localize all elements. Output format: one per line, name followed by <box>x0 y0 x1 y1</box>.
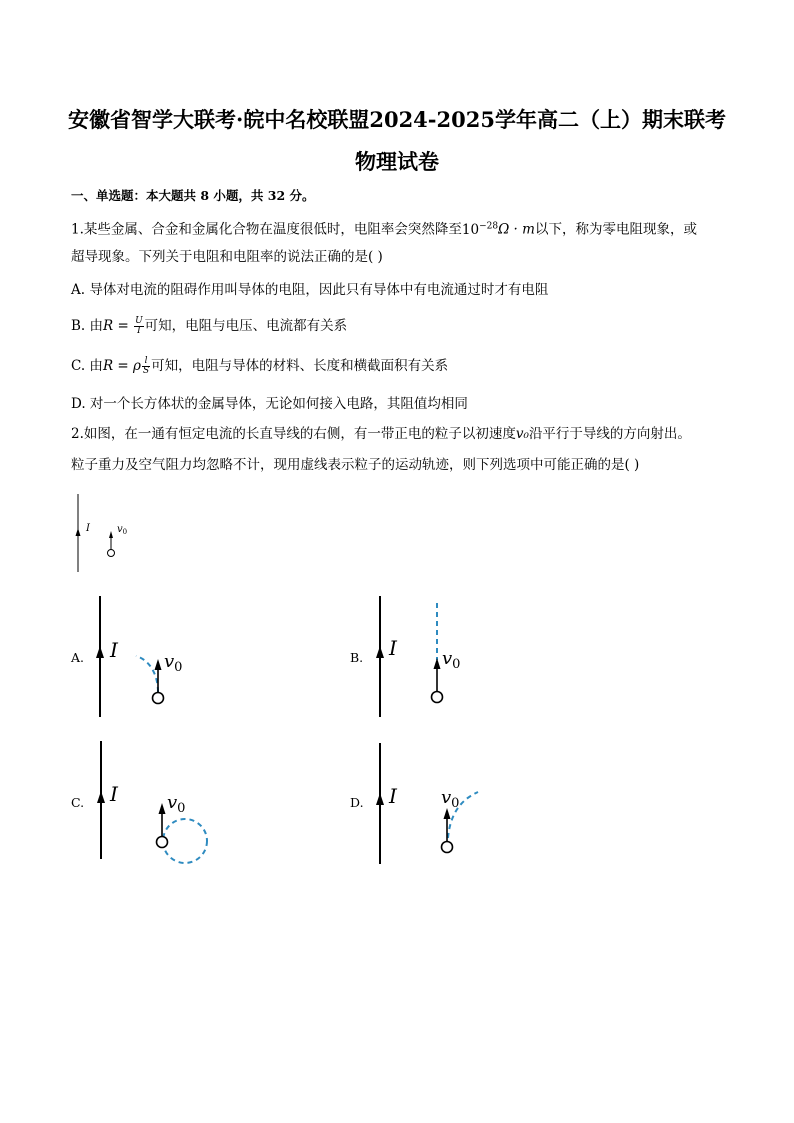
q1-power-exp: −28 <box>479 221 499 231</box>
q2-main-figure <box>76 494 128 572</box>
q2-stem-text-b: 沿平行于导线的方向射出。 <box>528 426 691 442</box>
q2-stem-line-2: 粒子重力及空气阻力均忽略不计，现用虚线表示粒子的运动轨迹，则下列选项中可能正确的是( ) <box>71 457 640 473</box>
current-arrow <box>96 646 104 658</box>
current-arrow <box>76 528 81 536</box>
current-label: I <box>110 782 118 806</box>
particle <box>442 842 453 853</box>
particle <box>108 550 115 557</box>
fraction-denominator: I <box>137 326 141 336</box>
q1-stem-text-b: 以下，称为零电阻现象，或 <box>534 221 697 238</box>
q2-option-a-label: A. <box>71 650 85 665</box>
velocity-label: $v_0$ <box>167 792 186 816</box>
current-arrow <box>97 791 105 803</box>
q1-option-b-prefix: B. 由 <box>71 318 104 334</box>
current-label: I <box>110 638 118 662</box>
q2-option-c-figure <box>97 741 207 863</box>
q1-option-b-text: 可知，电阻与电压、电流都有关系 <box>144 318 348 334</box>
trajectory <box>163 819 207 863</box>
q2-option-d-label: D. <box>350 795 364 810</box>
q2-option-b-label: B. <box>350 650 364 665</box>
velocity-arrowhead <box>159 803 166 814</box>
velocity-arrowhead <box>155 659 162 670</box>
q2-option-d-figure <box>376 743 478 864</box>
q1-option-a: A. 导体对电流的阻碍作用叫导体的电阻，因此只有导体中有电流通过时才有电阻 <box>71 282 549 298</box>
fraction-numerator: l <box>142 357 150 367</box>
title-line-2: 物理试卷 <box>355 149 439 174</box>
velocity-label: $v_0$ <box>441 787 460 811</box>
q2-option-a-figure <box>96 596 182 717</box>
current-label: I <box>389 784 397 808</box>
q2-stem-text-a: 2.如图，在一通有恒定电流的长直导线的右侧，有一带正电的粒子以初速度 <box>71 426 516 442</box>
q2-option-c-label: C. <box>71 795 85 810</box>
velocity-arrowhead <box>444 808 451 819</box>
current-arrow <box>376 646 384 658</box>
title-line-1: 安徽省智学大联考·皖中名校联盟2024-2025学年高二（上）期末联考 <box>68 107 726 132</box>
q1-option-b-formula: R = <box>103 318 134 334</box>
velocity-label: $v_0$ <box>442 648 461 672</box>
velocity-arrowhead <box>109 531 113 538</box>
trajectory <box>136 656 158 692</box>
q1-option-c-text: 可知，电阻与导体的材料、长度和横截面积有关系 <box>151 358 449 374</box>
fraction-denominator: S <box>142 366 150 376</box>
current-label: I <box>86 523 90 534</box>
particle <box>153 693 164 704</box>
q1-option-d: D. 对一个长方体状的金属导体，无论如何接入电路，其阻值均相同 <box>71 396 468 412</box>
q1-power-base: 10 <box>461 221 480 238</box>
q1-option-c-prefix: C. 由 <box>71 358 103 374</box>
q2-option-b-figure <box>376 596 460 717</box>
fraction-numerator: U <box>135 316 143 326</box>
velocity-label: $v_0$ <box>117 524 128 536</box>
current-label: I <box>389 636 397 660</box>
current-arrow <box>376 793 384 805</box>
q1-stem-line-2: 超导现象。下列关于电阻和电阻率的说法正确的是( ) <box>71 249 383 265</box>
q1-stem-text-a: 1.某些金属、合金和金属化合物在温度很低时，电阻率会突然降至 <box>71 221 462 238</box>
velocity-arrowhead <box>434 658 441 669</box>
section-heading: 一、单选题：本大题共 8 小题，共 32 分。 <box>71 188 315 203</box>
q1-unit: Ω · m <box>498 221 535 238</box>
velocity-label: $v_0$ <box>164 651 183 675</box>
q1-option-c-formula: R = ρ <box>102 358 141 374</box>
q2-stem-v0: v₀ <box>515 426 529 442</box>
particle <box>157 837 168 848</box>
particle <box>432 692 443 703</box>
